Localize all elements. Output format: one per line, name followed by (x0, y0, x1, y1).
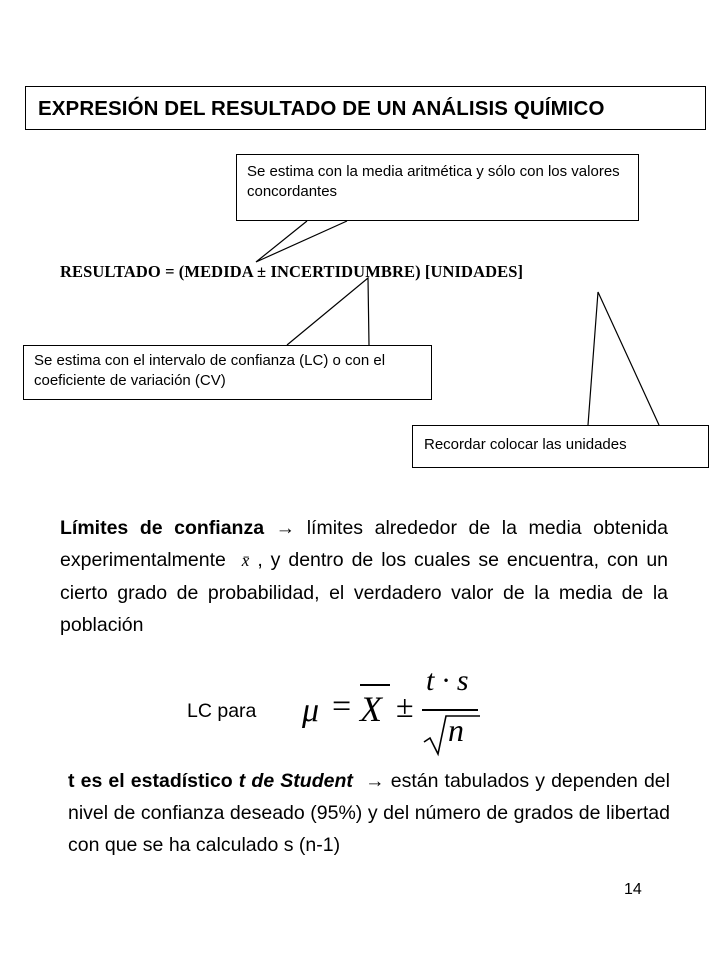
lc-label: LC para (187, 700, 257, 722)
callout-incertidumbre: Se estima con el intervalo de confianza (LC) o con el coeficiente de variación (CV) (23, 345, 432, 400)
formula-plus-minus: ± (396, 688, 414, 724)
arrow: → (275, 517, 296, 539)
term-limites: Límites de confianza (60, 517, 265, 539)
callout-media: Se estima con la media aritmética y sólo con los valores concordantes (236, 154, 639, 221)
t-term-lead: t es el estadístico (68, 770, 233, 792)
paragraph-limites-confianza (60, 512, 668, 641)
formula-denominator: n (448, 712, 464, 748)
pointer-media (256, 221, 347, 262)
page-title: EXPRESIÓN DEL RESULTADO DE UN ANÁLISIS QUÍMICO (25, 86, 706, 130)
formula-equals: = (332, 688, 352, 725)
page-number: 14 (624, 881, 642, 898)
formula-mean: X (360, 689, 382, 729)
formula-mu: μ (302, 692, 320, 729)
t-text: están tabulados y dependen del nivel de confianza deseado (95%) y del número de grados de libertad con que se ha calculado s (n-1) (68, 770, 670, 856)
t-term-italic: t de Student (238, 770, 353, 792)
formula-mean-bar (360, 684, 390, 686)
pointer-unidades (588, 292, 659, 425)
mean-symbol: x̄ (241, 551, 250, 570)
arrow: → (365, 770, 385, 792)
confidence-formula (296, 664, 486, 758)
pointer-incertidumbre (287, 278, 369, 345)
result-equation: RESULTADO = (MEDIDA ± INCERTIDUMBRE) [UNIDADES] (60, 262, 524, 281)
callout-unidades: Recordar colocar las unidades (412, 425, 709, 468)
formula-numerator: t · s (426, 664, 469, 697)
paragraph-t-student (68, 765, 670, 861)
limites-text-before: límites alrededor de la media obtenida experimentalmente (60, 517, 669, 571)
limites-text-after: , y dentro de los cuales se encuentra, con un cierto grado de probabilidad, el verdadero valor de la media de la población (60, 549, 669, 636)
formula-fraction-bar (422, 709, 478, 711)
